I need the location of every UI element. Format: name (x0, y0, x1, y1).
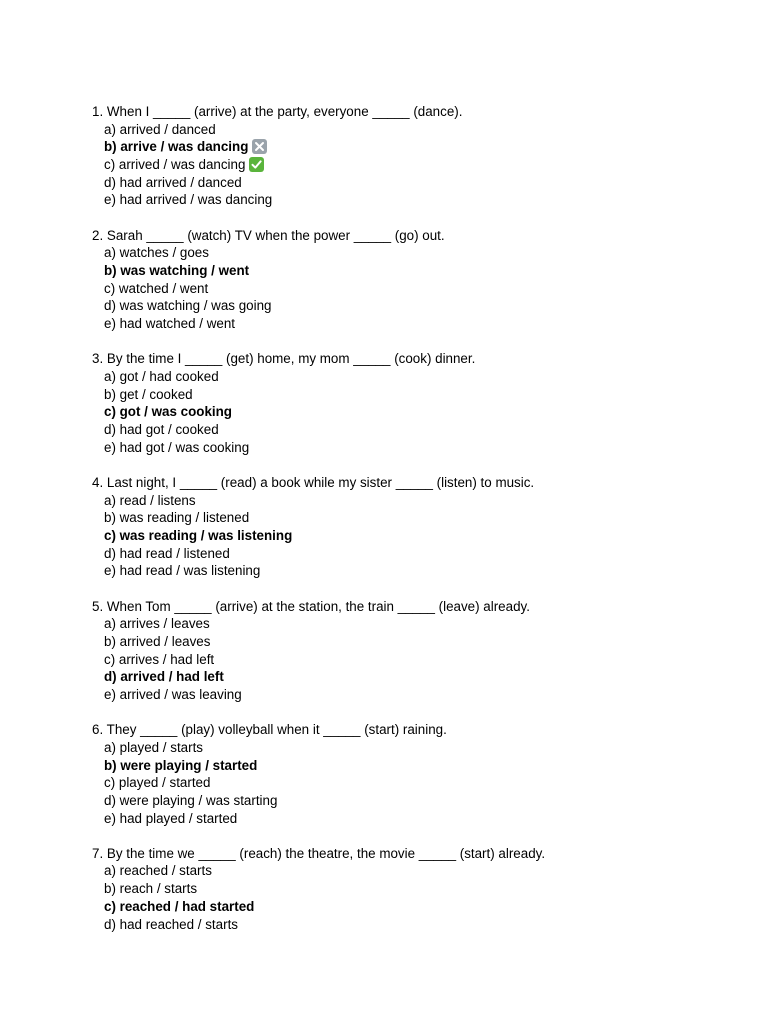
answer-option-label: c) watched / went (104, 280, 209, 296)
answer-option (92, 386, 732, 404)
answer-option (92, 156, 732, 174)
answer-option-label: d) had got / cooked (104, 422, 219, 437)
question-number: 6. (92, 722, 104, 738)
question-4 (92, 474, 732, 580)
question-prompt: By the time I _____ (get) home, my mom _____ (cook) dinner. (106, 351, 476, 367)
quiz-document (92, 103, 732, 951)
answer-option (92, 421, 732, 439)
answer-option-label: b) was reading / listened (104, 510, 250, 526)
answer-option-label: a) arrives / leaves (104, 616, 210, 632)
answer-option-label: e) had played / started (104, 810, 238, 826)
answer-option-label: d) arrived / had left (104, 669, 224, 685)
question-text (92, 103, 732, 121)
answer-option-label: b) arrive / was dancing (104, 139, 249, 155)
question-prompt: Last night, I _____ (read) a book while my sister _____ (listen) to music. (106, 474, 535, 490)
answer-option (92, 368, 732, 386)
answer-option-label: e) had read / was listening (104, 563, 261, 579)
answer-option (92, 492, 732, 510)
answer-option-label: b) were playing / started (104, 757, 258, 773)
answer-option (92, 686, 732, 704)
answer-option-label: b) was watching / went (104, 263, 250, 278)
answer-option (92, 633, 732, 651)
answer-option-label: e) arrived / was leaving (104, 686, 242, 702)
answer-option (92, 651, 732, 669)
answer-option (92, 757, 732, 775)
answer-option (92, 527, 732, 545)
answer-option (92, 739, 732, 757)
question-6 (92, 721, 732, 827)
answer-option-label: a) played / starts (104, 739, 203, 755)
answer-option-label: c) arrives / had left (104, 651, 215, 667)
answer-option-label: e) had watched / went (104, 316, 236, 332)
answer-option (92, 774, 732, 792)
check-mark-icon (249, 157, 264, 172)
question-text (92, 227, 732, 245)
answer-option (92, 280, 732, 298)
question-5 (92, 598, 732, 704)
cross-mark-icon (252, 139, 267, 154)
answer-option-label: b) arrived / leaves (104, 633, 211, 649)
question-prompt: When Tom _____ (arrive) at the station, the train _____ (leave) already. (106, 598, 530, 614)
answer-option-label: c) got / was cooking (104, 404, 232, 420)
question-3 (92, 350, 732, 456)
question-text (92, 845, 732, 863)
answer-option (92, 174, 732, 192)
answer-option (92, 792, 732, 810)
question-prompt: Sarah _____ (watch) TV when the power _____ (go) out. (106, 227, 445, 243)
question-text (92, 598, 732, 616)
answer-option (92, 297, 732, 315)
answer-option-label: a) read / listens (104, 492, 196, 508)
answer-option (92, 862, 732, 880)
question-7 (92, 845, 732, 933)
answer-option-label: d) were playing / was starting (104, 792, 278, 808)
answer-option (92, 262, 732, 280)
question-list (92, 103, 732, 933)
question-text (92, 721, 732, 739)
answer-option-label: e) had got / was cooking (104, 439, 250, 455)
question-number: 2. (92, 227, 104, 243)
answer-option-label: e) had arrived / was dancing (104, 192, 273, 208)
answer-option-label: a) got / had cooked (104, 368, 219, 384)
answer-option (92, 315, 732, 333)
question-2 (92, 227, 732, 333)
answer-option-label: c) was reading / was listening (104, 527, 293, 543)
answer-option-label: a) arrived / danced (104, 121, 216, 137)
answer-option-label: b) reach / starts (104, 881, 198, 897)
question-prompt: By the time we _____ (reach) the theatre, the movie _____ (start) already. (106, 845, 546, 861)
answer-option-label: d) had reached / starts (104, 916, 238, 932)
answer-option-label: d) had read / listened (104, 545, 230, 561)
question-number: 7. (92, 845, 104, 861)
answer-option (92, 244, 732, 262)
answer-option (92, 810, 732, 828)
answer-option (92, 403, 732, 421)
answer-option-label: c) reached / had started (104, 898, 255, 914)
answer-option-label: a) watches / goes (104, 245, 209, 261)
answer-option-label: d) was watching / was going (104, 298, 272, 314)
question-number: 1. (92, 104, 104, 119)
answer-option (92, 898, 732, 916)
question-number: 4. (92, 474, 104, 490)
question-text (92, 350, 732, 368)
answer-option (92, 615, 732, 633)
answer-option (92, 191, 732, 209)
question-prompt: They _____ (play) volleyball when it _____ (start) raining. (106, 722, 447, 738)
answer-option (92, 668, 732, 686)
answer-option-label: d) had arrived / danced (104, 174, 242, 190)
answer-option (92, 916, 732, 934)
answer-option (92, 121, 732, 139)
answer-option (92, 439, 732, 457)
answer-option-label: c) played / started (104, 775, 211, 791)
answer-option-label: a) reached / starts (104, 863, 212, 879)
answer-option (92, 545, 732, 563)
question-number: 3. (92, 351, 104, 367)
question-prompt: When I _____ (arrive) at the party, everyone _____ (dance). (106, 104, 463, 119)
question-1 (92, 103, 732, 209)
answer-option (92, 880, 732, 898)
question-number: 5. (92, 598, 104, 614)
question-text (92, 474, 732, 492)
answer-option-label: c) arrived / was dancing (104, 157, 246, 173)
answer-option-label: b) get / cooked (104, 386, 193, 402)
answer-option (92, 138, 732, 156)
answer-option (92, 562, 732, 580)
answer-option (92, 509, 732, 527)
